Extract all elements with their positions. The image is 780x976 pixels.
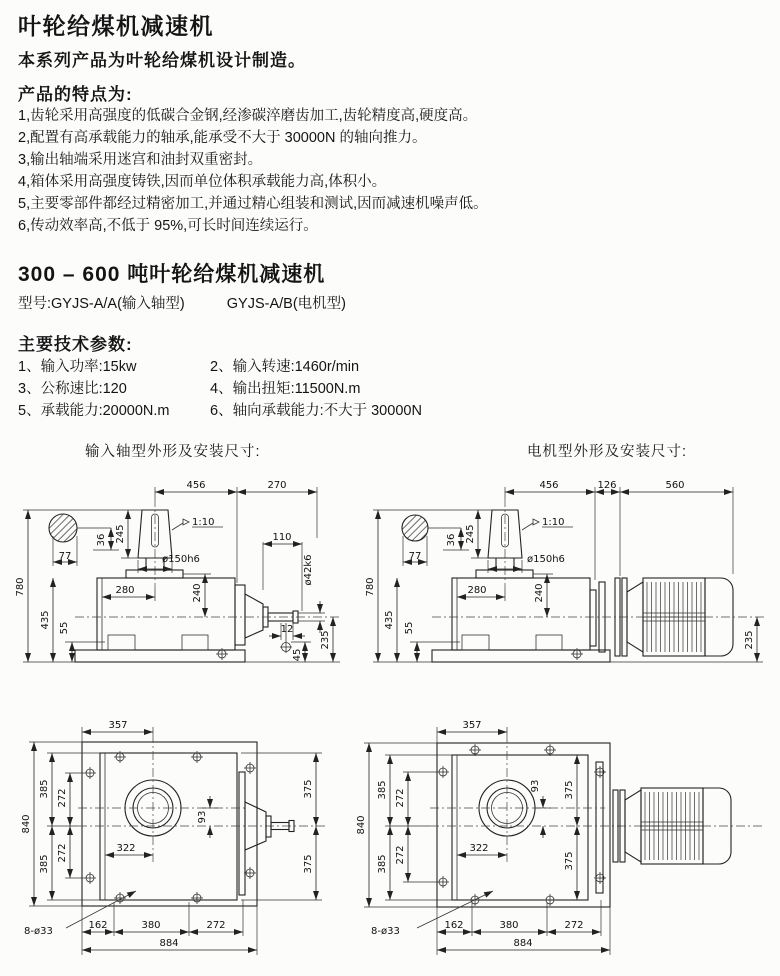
param-item: 5、承载能力:20000N.m bbox=[18, 403, 170, 419]
dim-77: 77 bbox=[58, 551, 72, 562]
dim-380: 380 bbox=[141, 920, 161, 931]
dim-holes: 8-ø33 bbox=[371, 926, 400, 937]
dim-272: 272 bbox=[395, 845, 406, 865]
input-shaft-type-plan-view bbox=[20, 710, 380, 976]
dimensions bbox=[15, 480, 340, 662]
dim-245: 245 bbox=[115, 524, 126, 544]
right-drawing-caption: 电机型外形及安装尺寸: bbox=[527, 444, 688, 460]
input-shaft-type-side-view bbox=[15, 470, 375, 704]
page-title: 叶轮给煤机减速机 bbox=[18, 13, 214, 39]
dim-884: 884 bbox=[513, 938, 533, 949]
motor-type-plan-view bbox=[355, 710, 780, 976]
outline bbox=[402, 498, 765, 662]
dim-435: 435 bbox=[40, 610, 51, 630]
section-title: 300 – 600 吨叶轮给煤机减速机 bbox=[18, 263, 326, 286]
param-item: 2、输入转速:1460r/min bbox=[210, 359, 360, 375]
bolt-holes bbox=[84, 751, 256, 904]
dim-456: 456 bbox=[186, 480, 206, 491]
dim-385: 385 bbox=[39, 779, 50, 799]
dim-375: 375 bbox=[303, 854, 314, 874]
dim-435: 435 bbox=[384, 610, 395, 630]
dim-272: 272 bbox=[395, 788, 406, 808]
left-drawing-caption: 输入轴型外形及安装尺寸: bbox=[85, 444, 261, 460]
dim-162: 162 bbox=[444, 920, 464, 931]
dim-output-shaft-dia: ø42k6 bbox=[303, 554, 314, 586]
dim-input-shaft-dia: ø150h6 bbox=[162, 554, 200, 565]
dim-560: 560 bbox=[665, 480, 685, 491]
dim-322: 322 bbox=[116, 843, 136, 854]
dim-270: 270 bbox=[267, 480, 287, 491]
model-input-shaft-type: 型号:GYJS-A/A(输入轴型) bbox=[18, 296, 185, 312]
dim-840: 840 bbox=[356, 815, 367, 835]
dim-272: 272 bbox=[564, 920, 584, 931]
features-list bbox=[18, 105, 488, 237]
features-heading: 产品的特点为: bbox=[18, 85, 133, 104]
dim-12: 12 bbox=[280, 624, 294, 635]
dim-45: 45 bbox=[292, 648, 303, 662]
param-item: 4、输出扭矩:11500N.m bbox=[210, 381, 361, 397]
dim-input-shaft-dia: ø150h6 bbox=[527, 554, 565, 565]
dim-55: 55 bbox=[59, 621, 70, 635]
dim-322: 322 bbox=[469, 843, 489, 854]
dim-55: 55 bbox=[404, 621, 415, 635]
feature-item: 3,输出轴端采用迷宫和油封双重密封。 bbox=[18, 152, 263, 168]
dim-77: 77 bbox=[408, 551, 422, 562]
series-subtitle: 本系列产品为叶轮给煤机设计制造。 bbox=[18, 51, 306, 70]
dim-272: 272 bbox=[57, 843, 68, 863]
dim-780: 780 bbox=[365, 577, 376, 597]
param-item: 1、输入功率:15kw bbox=[18, 359, 137, 375]
dim-385: 385 bbox=[377, 854, 388, 874]
dim-240: 240 bbox=[192, 583, 203, 603]
dim-357: 357 bbox=[462, 720, 482, 731]
dim-93: 93 bbox=[197, 810, 208, 824]
dim-272: 272 bbox=[57, 788, 68, 808]
dim-385: 385 bbox=[377, 780, 388, 800]
dim-245: 245 bbox=[465, 524, 476, 544]
dim-235: 235 bbox=[744, 630, 755, 650]
model-line bbox=[18, 292, 346, 313]
dim-93: 93 bbox=[530, 779, 541, 793]
dim-840: 840 bbox=[21, 814, 32, 834]
dim-162: 162 bbox=[88, 920, 108, 931]
dim-357: 357 bbox=[108, 720, 128, 731]
dim-280: 280 bbox=[115, 585, 135, 596]
dim-375: 375 bbox=[564, 780, 575, 800]
dim-taper: 1:10 bbox=[192, 517, 215, 528]
dim-110: 110 bbox=[272, 532, 292, 543]
param-item: 3、公称速比:120 bbox=[18, 381, 127, 397]
dim-375: 375 bbox=[564, 851, 575, 871]
dimensions bbox=[365, 480, 763, 662]
dim-235: 235 bbox=[320, 630, 331, 650]
dim-375: 375 bbox=[303, 779, 314, 799]
dimensions bbox=[21, 720, 322, 955]
dim-456: 456 bbox=[539, 480, 559, 491]
params-grid bbox=[18, 356, 518, 422]
motor-type-side-view bbox=[355, 470, 780, 704]
dim-780: 780 bbox=[15, 577, 26, 597]
dim-884: 884 bbox=[159, 938, 179, 949]
motor-fins bbox=[641, 792, 703, 860]
dim-280: 280 bbox=[467, 585, 487, 596]
bolt-holes bbox=[437, 744, 606, 906]
dim-272: 272 bbox=[206, 920, 226, 931]
outline bbox=[430, 734, 763, 907]
feature-item: 2,配置有高承载能力的轴承,能承受不大于 30000N 的轴向推力。 bbox=[18, 130, 427, 146]
dim-385: 385 bbox=[39, 854, 50, 874]
feature-item: 6,传动效率高,不低于 95%,可长时间连续运行。 bbox=[18, 218, 318, 234]
dim-36: 36 bbox=[96, 533, 107, 547]
param-item: 6、轴向承载能力:不大于 30000N bbox=[210, 403, 422, 419]
feature-item: 4,箱体采用高强度铸铁,因而单位体积承载能力高,体积小。 bbox=[18, 174, 387, 190]
dim-taper: 1:10 bbox=[542, 517, 565, 528]
dim-240: 240 bbox=[534, 583, 545, 603]
feature-item: 5,主要零部件都经过精密加工,并通过精心组装和测试,因而减速机噪声低。 bbox=[18, 196, 488, 212]
params-heading: 主要技术参数: bbox=[18, 335, 133, 354]
dim-36: 36 bbox=[446, 533, 457, 547]
dim-380: 380 bbox=[499, 920, 519, 931]
dim-126: 126 bbox=[597, 480, 617, 491]
model-motor-type: GYJS-A/B(电机型) bbox=[226, 296, 346, 312]
feature-item: 1,齿轮采用高强度的低碳合金钢,经渗碳淬磨齿加工,齿轮精度高,硬度高。 bbox=[18, 108, 478, 124]
dim-holes: 8-ø33 bbox=[24, 926, 53, 937]
